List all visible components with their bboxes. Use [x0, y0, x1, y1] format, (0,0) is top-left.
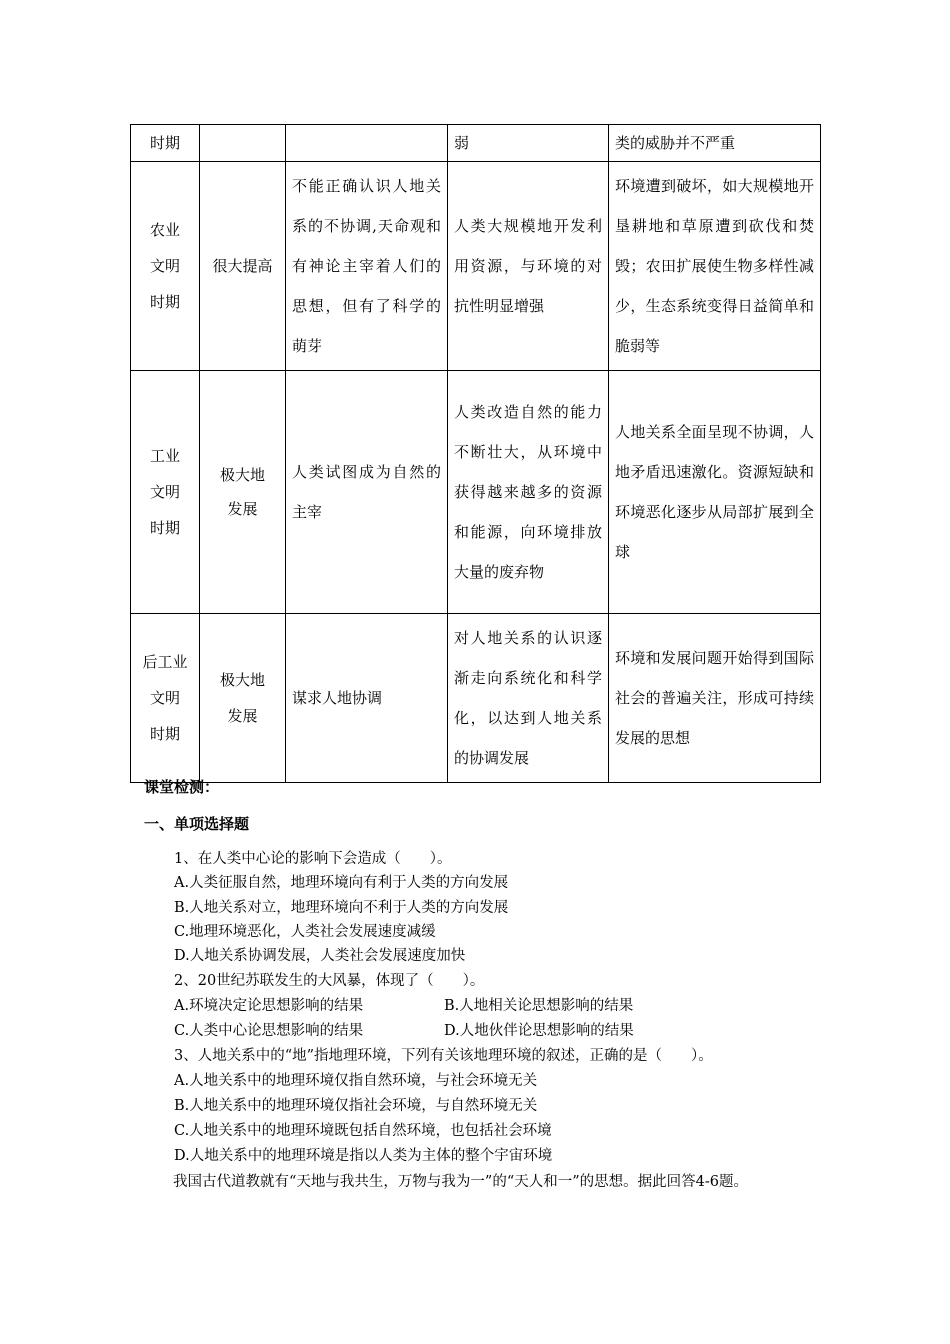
section-title-test: 课堂检测：	[144, 778, 220, 796]
reading-passage: 我国古代道教就有“天地与我共生，万物与我为一”的“天人和一”的思想。据此回答4-6题。	[144, 1174, 748, 1190]
question-1-option-b: B.人地关系对立，地理环境向不利于人类的方向发展	[174, 900, 509, 916]
human-land-relation-table	[130, 124, 821, 783]
relation-cell: 弱	[448, 125, 609, 162]
thought-cell: 人类试图成为自然的主宰	[286, 371, 448, 614]
problem-cell: 环境和发展问题开始得到国际社会的普遍关注，形成可持续发展的思想	[609, 614, 821, 783]
period-cell: 时期	[131, 125, 200, 162]
period-cell: 农业 文明 时期	[131, 162, 200, 371]
thought-cell: 谋求人地协调	[286, 614, 448, 783]
question-2-option-d: D.人地伙伴论思想影响的结果	[444, 1023, 634, 1039]
period-cell: 后工业 文明 时期	[131, 614, 200, 783]
table-row	[131, 614, 821, 783]
relation-cell: 对人地关系的认识逐渐走向系统化和科学化，以达到人地关系的协调发展	[448, 614, 609, 783]
thought-cell: 不能正确认识人地关系的不协调,天命观和有神论主宰着人们的思想，但有了科学的萌芽	[286, 162, 448, 371]
ability-cell: 极大地 发展	[200, 371, 286, 614]
relation-cell: 人类大规模地开发利用资源，与环境的对抗性明显增强	[448, 162, 609, 371]
ability-cell: 极大地 发展	[200, 614, 286, 783]
question-1-stem: 1、在人类中心论的影响下会造成（ ）。	[174, 851, 452, 867]
question-2-stem: 2、20世纪苏联发生的大风暴，体现了（ ）。	[174, 973, 485, 989]
table-row	[131, 125, 821, 162]
thought-cell	[286, 125, 448, 162]
ability-cell	[200, 125, 286, 162]
question-3-option-a: A.人地关系中的地理环境仅指自然环境，与社会环境无关	[174, 1073, 538, 1089]
problem-cell: 人地关系全面呈现不协调，人地矛盾迅速激化。资源短缺和环境恶化逐步从局部扩展到全球	[609, 371, 821, 614]
question-1-option-a: A.人类征服自然，地理环境向有利于人类的方向发展	[174, 875, 509, 891]
question-1-option-c: C.地理环境恶化，人类社会发展速度减缓	[174, 924, 436, 940]
question-2-option-a: A.环境决定论思想影响的结果	[174, 998, 364, 1014]
ability-cell: 很大提高	[200, 162, 286, 371]
relation-cell: 人类改造自然的能力不断壮大，从环境中获得越来越多的资源和能源，向环境排放大量的废弃物	[448, 371, 609, 614]
period-cell: 工业 文明 时期	[131, 371, 200, 614]
question-3-option-b: B.人地关系中的地理环境仅指社会环境，与自然环境无关	[174, 1098, 538, 1114]
question-3-option-d: D.人地关系中的地理环境是指以人类为主体的整个宇宙环境	[174, 1148, 553, 1164]
question-3-stem: 3、人地关系中的“地”指地理环境，下列有关该地理环境的叙述，正确的是（ ）。	[174, 1048, 713, 1064]
table-row	[131, 371, 821, 614]
question-2-option-b: B.人地相关论思想影响的结果	[444, 998, 634, 1014]
question-2-option-c: C.人类中心论思想影响的结果	[174, 1023, 364, 1039]
table-row	[131, 162, 821, 371]
problem-cell: 环境遭到破坏，如大规模地开垦耕地和草原遭到砍伐和焚毁；农田扩展使生物多样性减少，生态系统变得日益简单和脆弱等	[609, 162, 821, 371]
section-title-single-choice: 一、单项选择题	[144, 815, 250, 833]
question-3-option-c: C.人地关系中的地理环境既包括自然环境，也包括社会环境	[174, 1123, 552, 1139]
problem-cell: 类的威胁并不严重	[609, 125, 821, 162]
question-1-option-d: D.人地关系协调发展，人类社会发展速度加快	[174, 948, 466, 964]
